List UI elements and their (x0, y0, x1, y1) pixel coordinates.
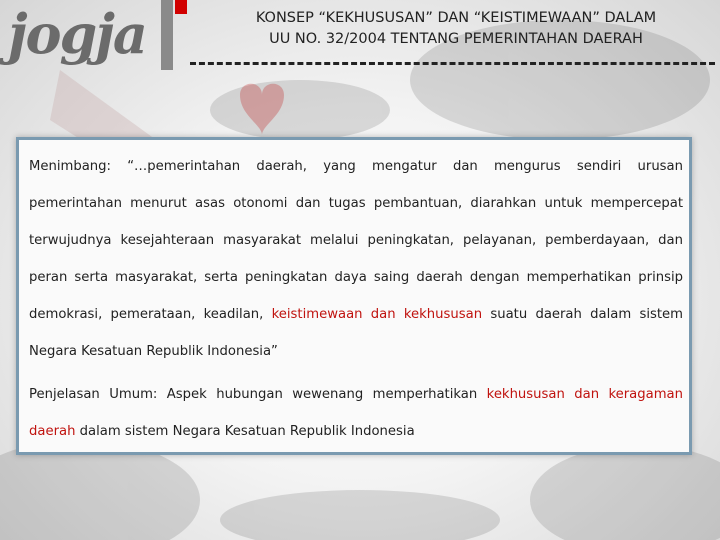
accent-square (175, 0, 187, 14)
highlight-text: keistimewaan dan kekhususan (271, 307, 483, 322)
logo-text: jogja (8, 2, 146, 66)
page-title (200, 8, 712, 50)
highlight-text: kekhususan dan keragaman daerah (29, 387, 683, 439)
paragraph-text: dalam sistem Negara Kesatuan Republik Indonesia (75, 424, 415, 439)
paragraph-text: Menimbang: “…pemerintahan daerah, yang mengatur dan mengurus sendiri urusan pemerintahan menurut asas otonomi dan tugas pembantuan, diarahkan untuk mempercepat terwujudnya kesejahteraan masyarakat melalui peningkatan, pelayanan, pemberdayaan, dan peran serta masyarakat, serta peningkatan daya saing daerah dengan memperhatikan prinsip demokrasi, pemerataan, keadilan, (29, 159, 683, 322)
title-underline (190, 62, 715, 65)
title-line-2: UU NO. 32/2004 TENTANG PEMERINTAHAN DAERAH (269, 31, 643, 47)
jogja-logo (0, 0, 175, 70)
title-line-1: KONSEP “KEKHUSUSAN” DAN “KEISTIMEWAAN” DALAM (255, 10, 657, 26)
paragraph-menimbang (29, 148, 683, 370)
logo-divider (161, 0, 173, 70)
paragraph-text: Penjelasan Umum: Aspek hubungan wewenang memperhatikan (29, 387, 487, 402)
paragraph-penjelasan (29, 376, 683, 450)
paragraph-text: suatu daerah dalam sistem Negara Kesatuan Republik Indonesia” (29, 307, 683, 359)
content-box (16, 137, 692, 455)
